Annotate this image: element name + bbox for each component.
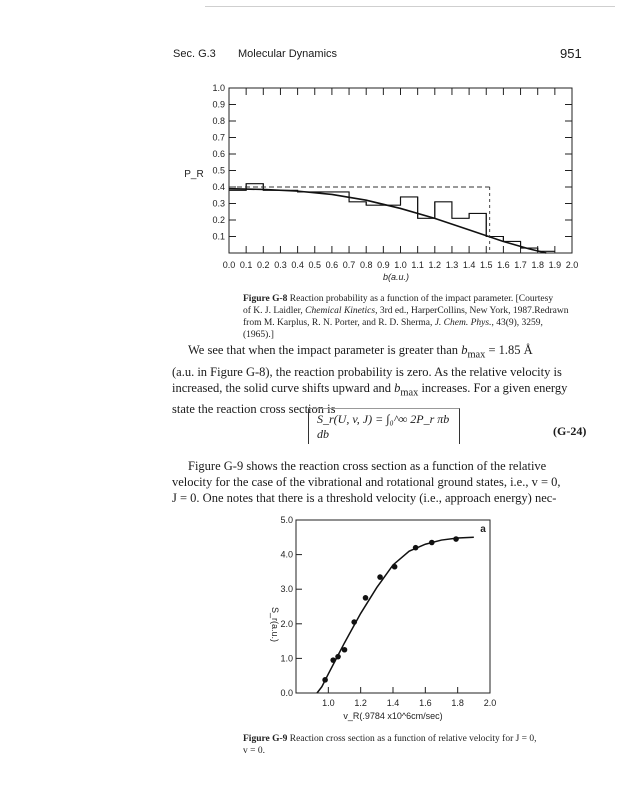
fig8-smooth-curve xyxy=(229,189,546,253)
fig8-x-tick-label: 1.8 xyxy=(531,260,544,270)
fig9-x-tick-label: 1.0 xyxy=(322,698,335,708)
paragraph-bmax-line3: increased, the solid curve shifts upward and $b_{max}$ increases. For a given energy xyxy=(172,380,568,398)
fig9-y-tick-label: 5.0 xyxy=(280,515,293,525)
fig8-y-tick-label: 0.8 xyxy=(212,116,225,126)
fig8-plot-frame xyxy=(229,88,572,253)
paragraph-bmax-line1: We see that when the impact parameter is greater than $b_{max} = 1.85$ Å xyxy=(188,343,533,361)
fig9-plot-frame xyxy=(296,520,490,693)
fig8-histogram xyxy=(229,184,555,252)
fig8-y-tick-label: 0.1 xyxy=(212,231,225,242)
fig8-y-tick-label: 0.7 xyxy=(212,132,225,143)
fig8-x-tick-label: 1.4 xyxy=(462,260,476,270)
fig9-data-point xyxy=(363,595,369,601)
fig8-x-tick-label: 1.3 xyxy=(445,260,459,270)
fig8-y-axis-label: P_R xyxy=(184,169,204,180)
fig8-y-tick-label: 0.2 xyxy=(212,215,225,225)
fig9-x-tick-label: 1.6 xyxy=(419,698,432,708)
figure-g9-caption-line2: v = 0. xyxy=(243,746,265,756)
fig8-x-axis-label: b(a.u.) xyxy=(382,272,410,282)
figure-g8-caption-book: Chemical Kinetics xyxy=(305,306,376,316)
fig9-data-point xyxy=(330,657,336,663)
figure-g8-label: Figure G-8 xyxy=(243,294,288,304)
figure-g8-caption-line3a: from M. Karplus, R. N. Porter, and R. D. Sherma, xyxy=(243,318,435,328)
fig9-x-axis-label: v_R(.9784 x10^6cm/sec) xyxy=(343,711,443,721)
fig8-x-tick-label: 0.2 xyxy=(257,260,270,270)
fig8-y-tick-label: 1.0 xyxy=(212,83,225,93)
fig9-data-point xyxy=(351,619,357,625)
figure-g8-caption-line1: Reaction probability as a function of the impact parameter. [Courtesy xyxy=(289,294,554,304)
fig9-y-tick-label: 4.0 xyxy=(280,549,293,560)
fig8-x-tick-label: 2.0 xyxy=(565,260,579,270)
paragraph-bmax-line2: (a.u. in Figure G-8), the reaction probability is zero. As the relative velocity is xyxy=(172,364,562,379)
paragraph-bmax xyxy=(172,342,582,417)
fig9-y-tick-label: 2.0 xyxy=(280,618,293,629)
fig9-x-tick-label: 2.0 xyxy=(483,698,497,708)
fig9-data-point xyxy=(322,677,328,683)
fig9-data-point xyxy=(335,654,341,660)
fig8-x-tick-label: 0.1 xyxy=(239,260,253,270)
figure-g8-caption-line2a: of K. J. Laidler, xyxy=(243,306,306,316)
paragraph-fig9-line1: Figure G-9 shows the reaction cross section as a function of the relative xyxy=(188,459,547,473)
fig9-data-point xyxy=(392,564,398,570)
fig9-data-point xyxy=(453,536,459,542)
fig8-x-tick-label: 1.0 xyxy=(394,260,407,270)
fig9-data-point xyxy=(429,540,435,546)
fig8-x-tick-label: 1.9 xyxy=(548,260,562,270)
paragraph-bmax-line4: state the reaction cross section is xyxy=(172,402,336,416)
fig8-y-tick-label: 0.4 xyxy=(212,182,225,192)
figure-g8-caption-journal: J. Chem. Phys. xyxy=(434,318,492,328)
fig8-x-tick-label: 1.7 xyxy=(514,260,527,270)
fig9-data-point xyxy=(377,574,383,580)
page-number: 951 xyxy=(560,46,582,61)
fig8-x-tick-label: 0.0 xyxy=(222,260,236,270)
figure-g9-caption-line1: Reaction cross section as a function of relative velocity for J = 0, xyxy=(289,734,537,744)
figure-g8-caption xyxy=(243,293,573,341)
fig9-data-point xyxy=(342,647,348,653)
fig8-x-tick-label: 0.9 xyxy=(377,260,390,270)
fig8-x-tick-label: 0.4 xyxy=(291,260,304,270)
fig8-x-tick-label: 0.5 xyxy=(308,260,322,270)
fig9-y-tick-label: 0.0 xyxy=(280,688,293,698)
fig9-y-tick-label: 1.0 xyxy=(280,653,293,664)
fig8-x-tick-label: 1.1 xyxy=(411,260,424,270)
fig9-x-tick-label: 1.8 xyxy=(451,698,464,708)
fig8-x-tick-label: 0.7 xyxy=(342,260,356,270)
paragraph-fig9-line3: J = 0. One notes that there is a threshold velocity (i.e., approach energy) nec- xyxy=(172,491,557,505)
fig9-y-axis-label: S_r(a.u.) xyxy=(270,606,280,643)
fig9-x-tick-label: 1.4 xyxy=(386,698,400,708)
paragraph-fig9-line2: velocity for the case of the vibrational and rotational ground states, i.e., v = 0, xyxy=(172,475,561,489)
fig8-y-tick-label: 0.6 xyxy=(212,149,225,159)
figure-g9-chart xyxy=(0,505,620,735)
fig8-x-tick-label: 0.6 xyxy=(325,260,339,270)
equation-g24: S_r(U, v, J) = ∫₀^∞ 2P_r πb db xyxy=(308,408,460,444)
fig8-y-tick-label: 0.9 xyxy=(212,99,225,110)
paragraph-fig9 xyxy=(172,458,584,506)
equation-number: (G-24) xyxy=(553,424,587,438)
figure-g9-label: Figure G-9 xyxy=(243,734,288,744)
section-label: Sec. G.3 xyxy=(173,48,216,60)
fig8-x-tick-label: 0.8 xyxy=(359,260,373,270)
fig9-x-tick-label: 1.2 xyxy=(354,698,367,708)
running-title: Molecular Dynamics xyxy=(238,48,338,60)
fig9-y-tick-label: 3.0 xyxy=(280,584,293,595)
fig9-panel-label: a xyxy=(480,524,486,535)
fig8-x-tick-label: 1.5 xyxy=(479,260,493,270)
figure-g8-chart xyxy=(0,0,620,300)
fig8-y-tick-label: 0.3 xyxy=(212,198,225,209)
fig9-data-point xyxy=(413,545,419,551)
fig8-x-tick-label: 1.6 xyxy=(497,260,510,270)
fig8-y-tick-label: 0.5 xyxy=(212,165,225,176)
fig9-fit-curve xyxy=(317,537,474,693)
figure-g9-caption xyxy=(243,733,573,757)
fig8-x-tick-label: 1.2 xyxy=(428,260,442,270)
figure-g8-caption-line3b: , 43(9), 3259,(1965).] xyxy=(243,318,543,340)
figure-g8-caption-line2b: , 3rd ed., HarperCollins, New York, 1987.Redrawn xyxy=(375,306,569,316)
fig8-x-tick-label: 0.3 xyxy=(274,260,287,270)
